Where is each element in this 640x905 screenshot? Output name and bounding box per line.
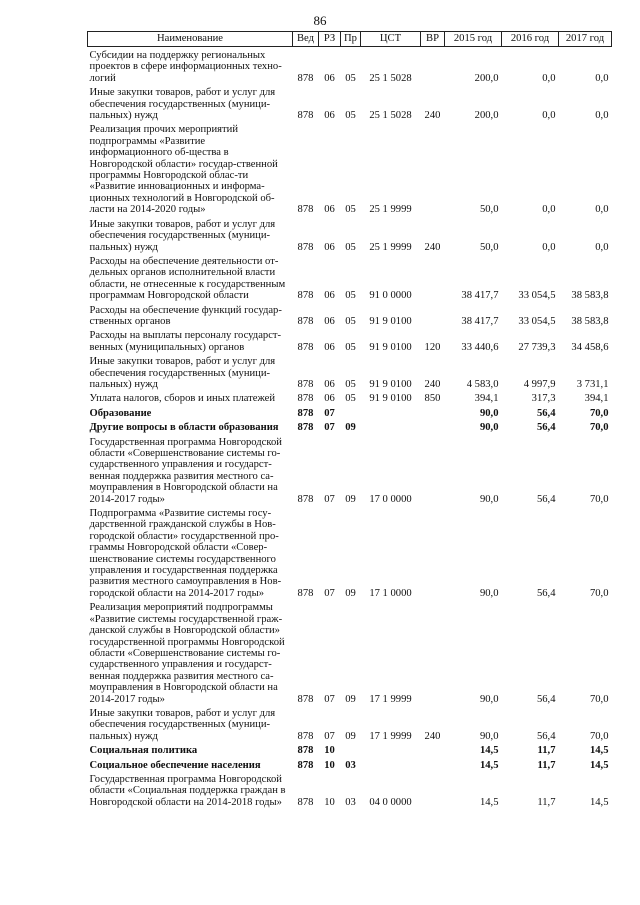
- cell-vr: [421, 405, 445, 419]
- cell-pr: 03: [345, 759, 356, 771]
- cell-pr: 05: [345, 204, 356, 216]
- budget-table: [87, 31, 612, 808]
- cell-rz: 07: [324, 587, 335, 599]
- cell-ved: 878: [297, 693, 314, 705]
- table-body: [88, 47, 612, 809]
- cell-rz: 06: [324, 315, 335, 327]
- cell-pr: 05: [345, 315, 356, 327]
- cell-y2015: 14,5: [479, 745, 499, 757]
- cell-rz: 06: [324, 72, 335, 84]
- header-2015: 2015 год: [445, 32, 502, 47]
- table-row: [88, 47, 612, 85]
- cell-name: Государственная программа Новгородской области «Совершенствование системы го-сударственного управления и государст-венная поддержка развития местного са-моуправления в Новгородской области на 2014-2017 годы»: [89, 436, 282, 505]
- table-row: [88, 84, 612, 121]
- cell-rz: 07: [324, 730, 335, 742]
- cell-name: Реализация прочих мероприятий подпрограммы «Развитие информационного об-щества в Новгородской области» государ-ственной программы Новгородской облас-ти «Развитие инновационных и информа-ционных технологий в Новгородской об-ласти на 2014-2020 годы»: [89, 124, 278, 216]
- cell-ved: 878: [297, 587, 314, 599]
- cell-cst: 25 1 5028: [369, 110, 412, 122]
- cell-ved: 878: [297, 204, 314, 216]
- cell-rz: 10: [324, 796, 335, 808]
- cell-y2016: 33 054,5: [518, 315, 556, 327]
- header-vr: ВР: [421, 32, 445, 47]
- cell-vr: [421, 599, 445, 705]
- cell-y2016: 317,3: [531, 393, 556, 405]
- cell-y2016: 56,4: [536, 730, 556, 742]
- cell-rz: 07: [324, 422, 335, 434]
- cell-y2017: 38 583,8: [571, 290, 609, 302]
- cell-y2015: 38 417,7: [461, 315, 499, 327]
- cell-vr: 240: [424, 110, 441, 122]
- cell-y2017: 70,0: [589, 407, 609, 419]
- cell-vr: [421, 419, 445, 433]
- cell-y2016: 11,7: [537, 759, 556, 771]
- cell-ved: 878: [297, 493, 314, 505]
- header-rz: РЗ: [319, 32, 341, 47]
- cell-vr: [421, 434, 445, 505]
- cell-y2015: 33 440,6: [461, 341, 499, 353]
- cell-y2015: 14,5: [479, 796, 499, 808]
- cell-cst: 91 9 0100: [369, 341, 412, 353]
- cell-cst: [361, 742, 421, 756]
- cell-ved: 878: [297, 745, 314, 757]
- cell-ved: 878: [297, 110, 314, 122]
- cell-name: Государственная программа Новгородской области «Социальная поддержка граждан в Новгородской области на 2014-2018 годы»: [89, 773, 286, 808]
- header-pr: Пр: [341, 32, 361, 47]
- cell-rz: 07: [324, 407, 335, 419]
- cell-name: Подпрограмма «Развитие системы госу-дарственной гражданской службы в Нов-городской области» государственной про-граммы Новгородской области «Совер-шенствование системы государственного управления и государственная поддержка развития местного самоуправления в Нов-городской области на 2014-2017 годы»: [89, 508, 282, 599]
- table-row: [88, 327, 612, 353]
- cell-y2017: 0,0: [595, 72, 609, 84]
- cell-name: Иные закупки товаров, работ и услуг для обеспечения государственных (муници-пальных) нужд: [89, 707, 276, 742]
- cell-pr: 05: [345, 378, 356, 390]
- cell-name: Другие вопросы в области образования: [89, 422, 279, 434]
- cell-ved: 878: [297, 378, 314, 390]
- cell-y2016: 56,4: [536, 587, 556, 599]
- cell-y2017: 14,5: [589, 759, 609, 771]
- cell-y2015: 38 417,7: [461, 290, 499, 302]
- table-row: [88, 390, 612, 404]
- cell-rz: 07: [324, 493, 335, 505]
- cell-y2016: 0,0: [542, 241, 556, 253]
- cell-rz: 06: [324, 290, 335, 302]
- cell-y2016: 33 054,5: [518, 290, 556, 302]
- cell-ved: 878: [297, 290, 314, 302]
- table-row: [88, 505, 612, 599]
- cell-y2015: 90,0: [479, 493, 499, 505]
- cell-y2016: 0,0: [542, 110, 556, 122]
- cell-name: Реализация мероприятий подпрограммы «Развитие системы государственной граж-данской службы в Новгородской области» государственной программы Новгородской области «Совершенствование системы го-сударственного управления и государст-венная поддержка развития местного са-моуправления в Новгородской области на 2014-2017 годы»: [89, 602, 285, 705]
- cell-cst: 25 1 9999: [369, 241, 412, 253]
- header-cst: ЦСТ: [361, 32, 421, 47]
- cell-rz: 06: [324, 393, 335, 405]
- cell-y2015: 200,0: [474, 72, 499, 84]
- cell-y2017: 0,0: [595, 110, 609, 122]
- cell-pr: 09: [345, 422, 356, 434]
- cell-y2017: 70,0: [589, 587, 609, 599]
- cell-y2016: 56,4: [536, 693, 556, 705]
- cell-cst: 17 0 0000: [369, 493, 412, 505]
- cell-vr: [421, 771, 445, 808]
- cell-pr: 05: [345, 290, 356, 302]
- cell-y2017: 70,0: [589, 493, 609, 505]
- cell-cst: 91 9 0100: [369, 393, 412, 405]
- cell-y2017: 70,0: [589, 693, 609, 705]
- cell-rz: 10: [324, 759, 335, 771]
- cell-y2017: 70,0: [589, 422, 609, 434]
- cell-rz: 06: [324, 341, 335, 353]
- cell-y2016: 11,7: [537, 796, 556, 808]
- table-row: [88, 742, 612, 756]
- cell-ved: 878: [297, 759, 314, 771]
- table-row: [88, 253, 612, 302]
- cell-rz: 06: [324, 204, 335, 216]
- cell-pr: 05: [345, 110, 356, 122]
- table-row: [88, 599, 612, 705]
- cell-pr: [341, 405, 361, 419]
- cell-y2016: 4 997,9: [523, 378, 556, 390]
- cell-name: Расходы на обеспечение функций государ-ственных органов: [89, 304, 282, 327]
- cell-name: Социальная политика: [89, 745, 198, 757]
- cell-vr: [421, 121, 445, 215]
- cell-ved: 878: [297, 393, 314, 405]
- cell-vr: 240: [424, 730, 441, 742]
- cell-pr: 05: [345, 341, 356, 353]
- cell-name: Социальное обеспечение населения: [89, 759, 261, 771]
- cell-ved: 878: [297, 72, 314, 84]
- cell-y2016: 0,0: [542, 204, 556, 216]
- cell-name: Расходы на обеспечение деятельности от-дельных органов исполнительной власти области, не отнесенные к государственным программам Новгородской области: [89, 255, 286, 302]
- table-row: [88, 419, 612, 433]
- cell-ved: 878: [297, 315, 314, 327]
- cell-y2015: 90,0: [479, 587, 499, 599]
- cell-cst: 25 1 9999: [369, 204, 412, 216]
- cell-y2015: 90,0: [479, 422, 499, 434]
- table-row: [88, 705, 612, 742]
- cell-cst: [361, 419, 421, 433]
- cell-ved: 878: [297, 241, 314, 253]
- table-row: [88, 405, 612, 419]
- header-2017: 2017 год: [559, 32, 612, 47]
- cell-vr: 240: [424, 241, 441, 253]
- cell-pr: 05: [345, 241, 356, 253]
- cell-name: Иные закупки товаров, работ и услуг для обеспечения государственных (муници-пальных) нужд: [89, 218, 276, 253]
- cell-ved: 878: [297, 407, 314, 419]
- cell-y2017: 3 731,1: [576, 378, 609, 390]
- cell-vr: [421, 302, 445, 328]
- table-row: [88, 757, 612, 771]
- cell-vr: 850: [424, 393, 441, 405]
- cell-y2015: 90,0: [479, 730, 499, 742]
- cell-y2015: 4 583,0: [466, 378, 499, 390]
- cell-rz: 06: [324, 241, 335, 253]
- cell-y2015: 50,0: [479, 241, 499, 253]
- table-row: [88, 353, 612, 390]
- cell-name: Расходы на выплаты персоналу государст-венных (муниципальных) органов: [89, 330, 282, 353]
- cell-vr: 120: [424, 341, 441, 353]
- header-2016: 2016 год: [502, 32, 559, 47]
- cell-cst: 91 9 0100: [369, 315, 412, 327]
- cell-rz: 07: [324, 693, 335, 705]
- header-ved: Вед: [293, 32, 319, 47]
- cell-name: Иные закупки товаров, работ и услуг для обеспечения государственных (муници-пальных) нужд: [89, 87, 276, 122]
- cell-pr: 03: [345, 796, 356, 808]
- cell-y2017: 34 458,6: [571, 341, 609, 353]
- cell-cst: 17 1 0000: [369, 587, 412, 599]
- cell-cst: [361, 405, 421, 419]
- cell-name: Иные закупки товаров, работ и услуг для обеспечения государственных (муници-пальных) нужд: [89, 356, 276, 390]
- cell-y2015: 14,5: [479, 759, 499, 771]
- cell-cst: [361, 757, 421, 771]
- cell-vr: 240: [424, 378, 441, 390]
- cell-cst: 17 1 9999: [369, 693, 412, 705]
- cell-name: Субсидии на поддержку региональных проектов в сфере информационных техно-логий: [89, 50, 282, 84]
- cell-rz: 06: [324, 110, 335, 122]
- table-row: [88, 302, 612, 328]
- cell-pr: 05: [345, 72, 356, 84]
- cell-pr: 09: [345, 730, 356, 742]
- cell-cst: 91 0 0000: [369, 290, 412, 302]
- cell-rz: 06: [324, 378, 335, 390]
- cell-ved: 878: [297, 796, 314, 808]
- cell-y2017: 70,0: [589, 730, 609, 742]
- table-header-row: [88, 32, 612, 47]
- cell-y2016: 11,7: [537, 745, 556, 757]
- cell-y2016: 27 739,3: [518, 341, 556, 353]
- cell-name: Уплата налогов, сборов и иных платежей: [89, 393, 276, 405]
- cell-y2017: 38 583,8: [571, 315, 609, 327]
- table-row: [88, 216, 612, 253]
- cell-y2017: 14,5: [589, 745, 609, 757]
- cell-y2017: 14,5: [589, 796, 609, 808]
- cell-pr: 09: [345, 587, 356, 599]
- cell-rz: 10: [324, 745, 335, 757]
- cell-vr: [421, 742, 445, 756]
- cell-y2016: 0,0: [542, 72, 556, 84]
- cell-y2015: 200,0: [474, 110, 499, 122]
- cell-vr: [421, 505, 445, 599]
- cell-cst: 17 1 9999: [369, 730, 412, 742]
- cell-y2016: 56,4: [536, 422, 556, 434]
- cell-ved: 878: [297, 341, 314, 353]
- cell-name: Образование: [89, 407, 152, 419]
- cell-y2015: 50,0: [479, 204, 499, 216]
- cell-vr: [421, 253, 445, 302]
- cell-ved: 878: [297, 730, 314, 742]
- cell-y2015: 90,0: [479, 407, 499, 419]
- table-row: [88, 771, 612, 808]
- cell-y2017: 394,1: [584, 393, 609, 405]
- cell-pr: [341, 742, 361, 756]
- cell-pr: 09: [345, 693, 356, 705]
- cell-cst: 91 9 0100: [369, 378, 412, 390]
- cell-y2016: 56,4: [536, 407, 556, 419]
- cell-y2017: 0,0: [595, 204, 609, 216]
- cell-pr: 05: [345, 393, 356, 405]
- cell-y2015: 90,0: [479, 693, 499, 705]
- table-row: [88, 121, 612, 215]
- cell-ved: 878: [297, 422, 314, 434]
- cell-vr: [421, 47, 445, 85]
- page-number: 86: [313, 13, 327, 28]
- header-name: Наименование: [88, 32, 293, 47]
- cell-y2016: 56,4: [536, 493, 556, 505]
- cell-cst: 04 0 0000: [369, 796, 412, 808]
- cell-vr: [421, 757, 445, 771]
- cell-y2015: 394,1: [474, 393, 499, 405]
- cell-cst: 25 1 5028: [369, 72, 412, 84]
- cell-y2017: 0,0: [595, 241, 609, 253]
- cell-pr: 09: [345, 493, 356, 505]
- table-row: [88, 434, 612, 505]
